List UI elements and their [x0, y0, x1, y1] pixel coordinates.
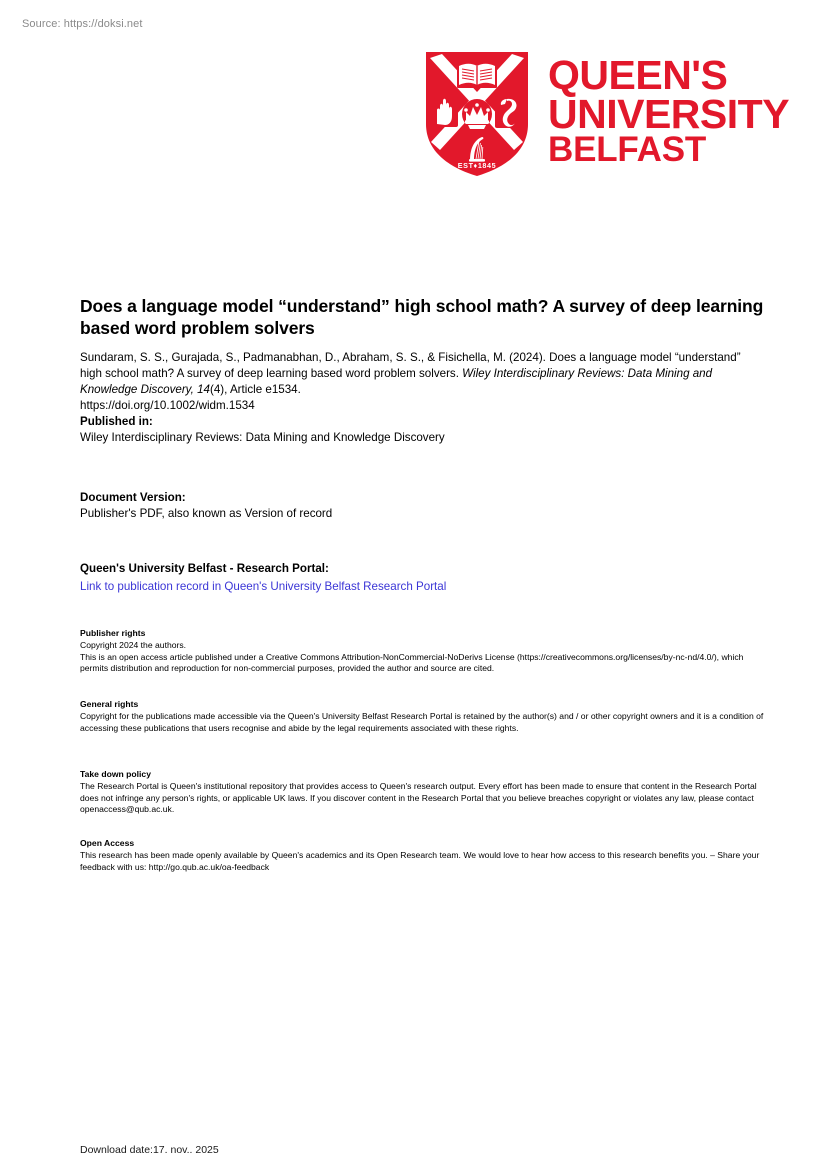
take-down-policy-heading: Take down policy: [80, 769, 151, 779]
queens-shield-icon: [424, 50, 530, 178]
citation-issue: (4), Article e1534.: [209, 382, 301, 396]
general-rights-section: [80, 699, 772, 734]
wordmark-line-belfast: BELFAST: [548, 130, 707, 170]
svg-text:EST♦1845: EST♦1845: [457, 161, 497, 170]
citation-block: [80, 350, 752, 414]
open-access-body: This research has been made openly available by Queen's academics and its Open Research team. We would love to hear how access to this research benefits you. – Share your feedback with us: http://go.qub.ac.uk/oa-feedback: [80, 850, 760, 872]
citation-text: Sundaram, S. S., Gurajada, S., Padmanabhan, D., Abraham, S. S., & Fisichella, M. (2024). Does a language model “understand” high school math? A survey of deep learning based word problem solvers.: [80, 351, 741, 380]
general-rights-heading: General rights: [80, 699, 139, 709]
take-down-policy-body: The Research Portal is Queen's institutional repository that provides access to Queen's research output. Every effort has been made to ensure that content in the Research Portal does not infringe any person's rights, or applicable UK laws. If you discover content in the Research Portal that you believe breaches copyright or violates any law, please contact openaccess@qub.ac.uk.: [80, 781, 757, 815]
publisher-rights-body: Copyright 2024 the authors. This is an open access article published under a Creative Commons Attribution-NonCommercial-NoDerivs License (https://creativecommons.org/licenses/by-nc-nd/4.0/), which permits distribution and reproduction for non-commercial purposes, provided the author and source are cited.: [80, 640, 744, 674]
open-access-heading: Open Access: [80, 838, 135, 848]
source-watermark: Source: https://doksi.net: [22, 18, 143, 30]
document-version-heading: Document Version:: [80, 491, 186, 504]
publisher-rights-section: [80, 628, 772, 675]
citation-doi: https://doi.org/10.1002/widm.1534: [80, 398, 255, 412]
research-portal-heading: Queen's University Belfast - Research Portal:: [80, 562, 329, 575]
document-version-section: [80, 490, 770, 522]
document-version-value: Publisher's PDF, also known as Version of record: [80, 507, 333, 521]
published-in-value: Wiley Interdisciplinary Reviews: Data Mining and Knowledge Discovery: [80, 431, 445, 445]
general-rights-body: Copyright for the publications made accessible via the Queen's University Belfast Research Portal is retained by the author(s) and / or other copyright owners and it is a condition of accessing these publications that users recognise and abide by the legal requirements associated with these rights.: [80, 711, 764, 733]
page-title: Does a language model “understand” high school math? A survey of deep learning based word problem solvers: [80, 295, 764, 339]
publisher-rights-heading: Publisher rights: [80, 628, 146, 638]
university-logo: [424, 50, 790, 182]
take-down-policy-section: [80, 769, 772, 816]
citation-journal: Wiley Interdisciplinary Reviews: Data Mining and Knowledge Discovery, 14: [80, 366, 713, 396]
open-access-section: [80, 838, 772, 873]
wordmark-line-university: UNIVERSITY: [548, 90, 790, 137]
published-in-section: [80, 414, 770, 446]
university-wordmark: [548, 50, 790, 170]
download-date: Download date:17. nov.. 2025: [80, 1144, 219, 1156]
published-in-heading: Published in:: [80, 415, 153, 428]
research-portal-link[interactable]: Link to publication record in Queen's University Belfast Research Portal: [80, 580, 447, 594]
wordmark-line-queens: QUEEN'S: [548, 52, 728, 98]
research-portal-section: [80, 561, 770, 595]
